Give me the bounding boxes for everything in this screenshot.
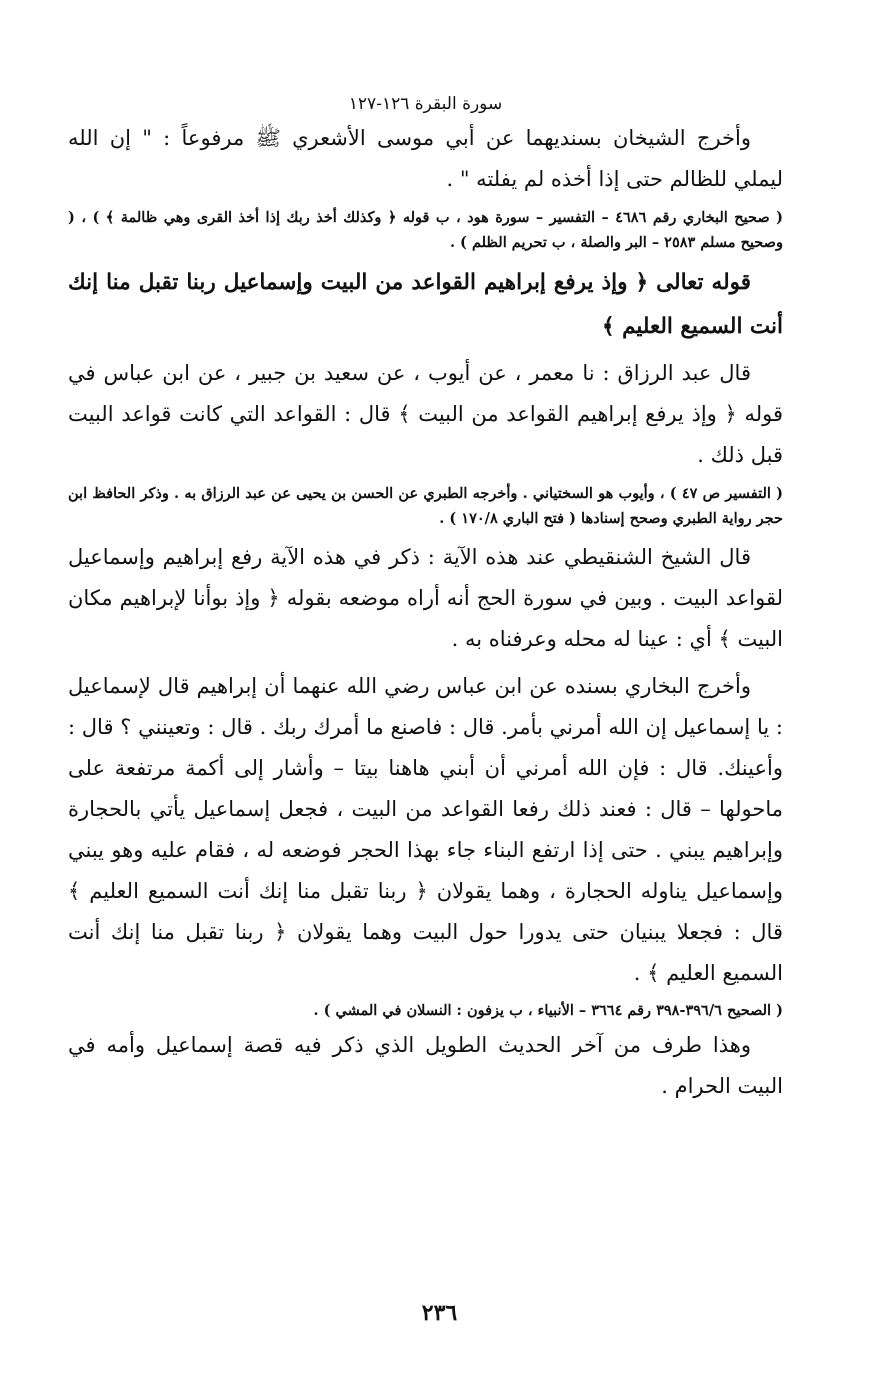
page-number: ٢٣٦ — [421, 1300, 458, 1326]
paragraph-3: قال الشيخ الشنقيطي عند هذه الآية : ذكر في هذه الآية رفع إبراهيم وإسماعيل لقواعد البيت . وبين في سورة الحج أنه أراه موضعه بقوله ﴿ وإذ بوأنا لإبراهيم مكان البيت ﴾ أي : عينا له محله وعرفناه به . — [68, 545, 783, 651]
footnote-3: ( الصحيح ٣٩٦/٦-٣٩٨ رقم ٣٦٦٤ – الأنبياء ، ب يزفون : النسلان في المشي ) . — [313, 1002, 783, 1019]
paragraph-5: وهذا طرف من آخر الحديث الطويل الذي ذكر فيه قصة إسماعيل وأمه في البيت الحرام . — [68, 1033, 783, 1098]
verse-heading: قوله تعالى ﴿ وإذ يرفع إبراهيم القواعد من البيت وإسماعيل ربنا تقبل منا إنك أنت السميع العليم ﴾ — [68, 270, 783, 339]
footnote-2: ( التفسير ص ٤٧ ) ، وأيوب هو السختياني . وأخرجه الطبري عن الحسن بن يحيى عن عبد الرزاق به . وذكر الحافظ ابن حجر رواية الطبري وصحح إسنادها ( فتح الباري ١٧٠/٨ ) . — [68, 485, 783, 527]
paragraph-4: وأخرج البخاري بسنده عن ابن عباس رضي الله عنهما أن إبراهيم قال لإسماعيل : يا إسماعيل إن الله أمرني بأمر. قال : فاصنع ما أمرك ربك . قال : وتعينني ؟ قال : وأعينك. قال : فإن الله أمرني أن أبني هاهنا بيتا – وأشار إلى أكمة مرتفعة على ماحولها – قال : فعند ذلك رفعا القواعد من البيت ، فجعل إسماعيل يأتي بالحجارة وإبراهيم يبني . حتى إذا ارتفع البناء جاء بهذا الحجر فوضعه له ، فقام عليه وهو يبني وإسماعيل يناوله الحجارة ، وهما يقولان ﴿ ربنا تقبل منا إنك أنت السميع العليم ﴾ قال : فجعلا يبنيان حتى يدورا حول البيت وهما يقولان ﴿ ربنا تقبل منا إنك أنت السميع العليم ﴾ . — [68, 674, 783, 985]
page-body — [68, 90, 783, 1107]
page-header: سورة البقرة ١٢٦-١٢٧ — [348, 94, 503, 114]
paragraph-1: وأخرج الشيخان بسنديهما عن أبي موسى الأشعري ﷺ مرفوعاً : " إن الله ليملي للظالم حتى إذا أخذه لم يفلته " . — [68, 126, 783, 191]
paragraph-2: قال عبد الرزاق : نا معمر ، عن أيوب ، عن سعيد بن جبير ، عن ابن عباس في قوله ﴿ وإذ يرفع إبراهيم القواعد من البيت ﴾ قال : القواعد التي كانت قواعد البيت قبل ذلك . — [68, 361, 783, 467]
footnote-1: ( صحيح البخاري رقم ٤٦٨٦ – التفسير – سورة هود ، ب قوله ﴿ وكذلك أخذ ربك إذا أخذ القرى وهي ظالمة ﴾ ) ، ( وصحيح مسلم ٢٥٨٣ – البر والصلة ، ب تحريم الظلم ) . — [68, 209, 783, 251]
